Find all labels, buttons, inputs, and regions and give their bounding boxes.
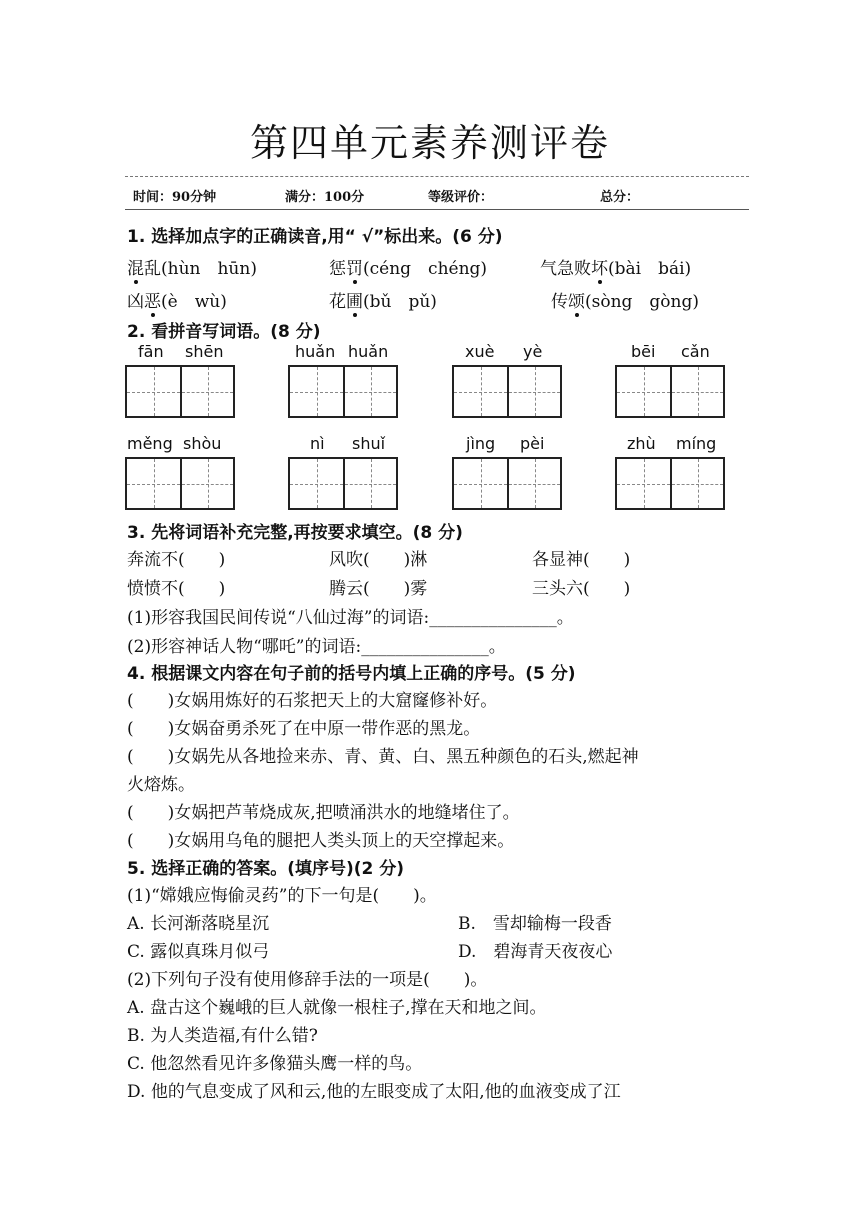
pinyin: bēi [631, 342, 656, 361]
full-score-info: 满分：100分 [285, 190, 365, 205]
pinyin: yè [523, 342, 543, 361]
q5-option: D. 碧海青天夜夜心 [458, 942, 613, 962]
q5-option: D. 他的气息变成了风和云,他的左眼变成了太阳,他的血液变成了江 [127, 1082, 621, 1102]
idiom-blank: 奔流不( ) [127, 550, 226, 570]
q5-option: A. 长河渐落晓星沉 [127, 914, 270, 934]
question-5-heading: 5. 选择正确的答案。(填序号)(2 分) [127, 859, 405, 879]
pinyin: nì [310, 434, 325, 453]
q4-line: ( )女娲先从各地捡来赤、青、黄、白、黑五种颜色的石头,燃起神 [127, 747, 639, 767]
pinyin: xuè [465, 342, 495, 361]
pinyin: shuǐ [352, 434, 386, 453]
q5-option: C. 他忽然看见许多像猫头鹰一样的鸟。 [127, 1054, 423, 1074]
q4-line: ( )女娲用炼好的石浆把天上的大窟窿修补好。 [127, 691, 498, 711]
pinyin: huǎn [348, 342, 389, 361]
q5-sub-question: (1)“嫦娥应悔偷灵药”的下一句是( )。 [127, 886, 437, 906]
writing-grid[interactable] [452, 457, 562, 510]
q1-item: 惩罚(céng chéng) [329, 254, 487, 279]
q5-sub-question: (2)下列句子没有使用修辞手法的一项是( )。 [127, 970, 488, 990]
idiom-blank: 腾云( )雾 [329, 579, 428, 599]
q4-line: ( )女娲把芦苇烧成灰,把喷涌洪水的地缝堵住了。 [127, 803, 520, 823]
question-2-heading: 2. 看拼音写词语。(8 分) [127, 322, 321, 342]
writing-grid[interactable] [125, 457, 235, 510]
q4-line: ( )女娲用乌龟的腿把人类头顶上的天空撑起来。 [127, 831, 515, 851]
writing-grid[interactable] [452, 365, 562, 418]
pinyin: shēn [185, 342, 224, 361]
dashed-divider [125, 176, 749, 177]
pinyin: zhù [627, 434, 656, 453]
writing-grid[interactable] [615, 457, 725, 510]
q5-option: B. 为人类造福,有什么错? [127, 1026, 318, 1046]
time-info: 时间：90分钟 [133, 190, 217, 205]
q5-option: A. 盘古这个巍峨的巨人就像一根柱子,撑在天和地之间。 [127, 998, 547, 1018]
pinyin: jìng [466, 434, 496, 453]
q3-sub-question: (2)形容神话人物“哪吒”的词语:_______________。 [127, 637, 506, 657]
pinyin: pèi [520, 434, 545, 453]
q1-item: 气急败坏(bài bái) [540, 254, 691, 279]
q1-item: 花圃(bǔ pǔ) [329, 287, 437, 312]
q4-line: 火熔炼。 [127, 775, 195, 795]
header-divider [125, 209, 749, 210]
pinyin: míng [676, 434, 717, 453]
q1-item: 传颂(sòng gòng) [551, 287, 699, 312]
total-info: 总分： [600, 190, 640, 205]
question-1-heading: 1. 选择加点字的正确读音,用“ √”标出来。(6 分) [127, 227, 503, 247]
q5-option: B. 雪却输梅一段香 [458, 914, 612, 934]
pinyin: shòu [183, 434, 222, 453]
idiom-blank: 各显神( ) [532, 550, 631, 570]
question-4-heading: 4. 根据课文内容在句子前的括号内填上正确的序号。(5 分) [127, 664, 576, 684]
writing-grid[interactable] [288, 457, 398, 510]
q1-item: 凶恶(è wù) [127, 287, 227, 312]
q5-option: C. 露似真珠月似弓 [127, 942, 270, 962]
idiom-blank: 愤愤不( ) [127, 579, 226, 599]
q1-item: 混乱(hùn hūn) [127, 254, 257, 279]
page-title: 第四单元素养测评卷 [249, 121, 610, 165]
pinyin: fān [138, 342, 164, 361]
idiom-blank: 风吹( )淋 [329, 550, 428, 570]
writing-grid[interactable] [615, 365, 725, 418]
writing-grid[interactable] [125, 365, 235, 418]
q4-line: ( )女娲奋勇杀死了在中原一带作恶的黑龙。 [127, 719, 481, 739]
question-3-heading: 3. 先将词语补充完整,再按要求填空。(8 分) [127, 523, 463, 543]
pinyin: cǎn [681, 342, 710, 361]
pinyin: měng [127, 434, 173, 453]
pinyin: huǎn [295, 342, 336, 361]
idiom-blank: 三头六( ) [532, 579, 631, 599]
q3-sub-question: (1)形容我国民间传说“八仙过海”的词语:_______________。 [127, 608, 574, 628]
grade-info: 等级评价： [428, 190, 494, 205]
writing-grid[interactable] [288, 365, 398, 418]
